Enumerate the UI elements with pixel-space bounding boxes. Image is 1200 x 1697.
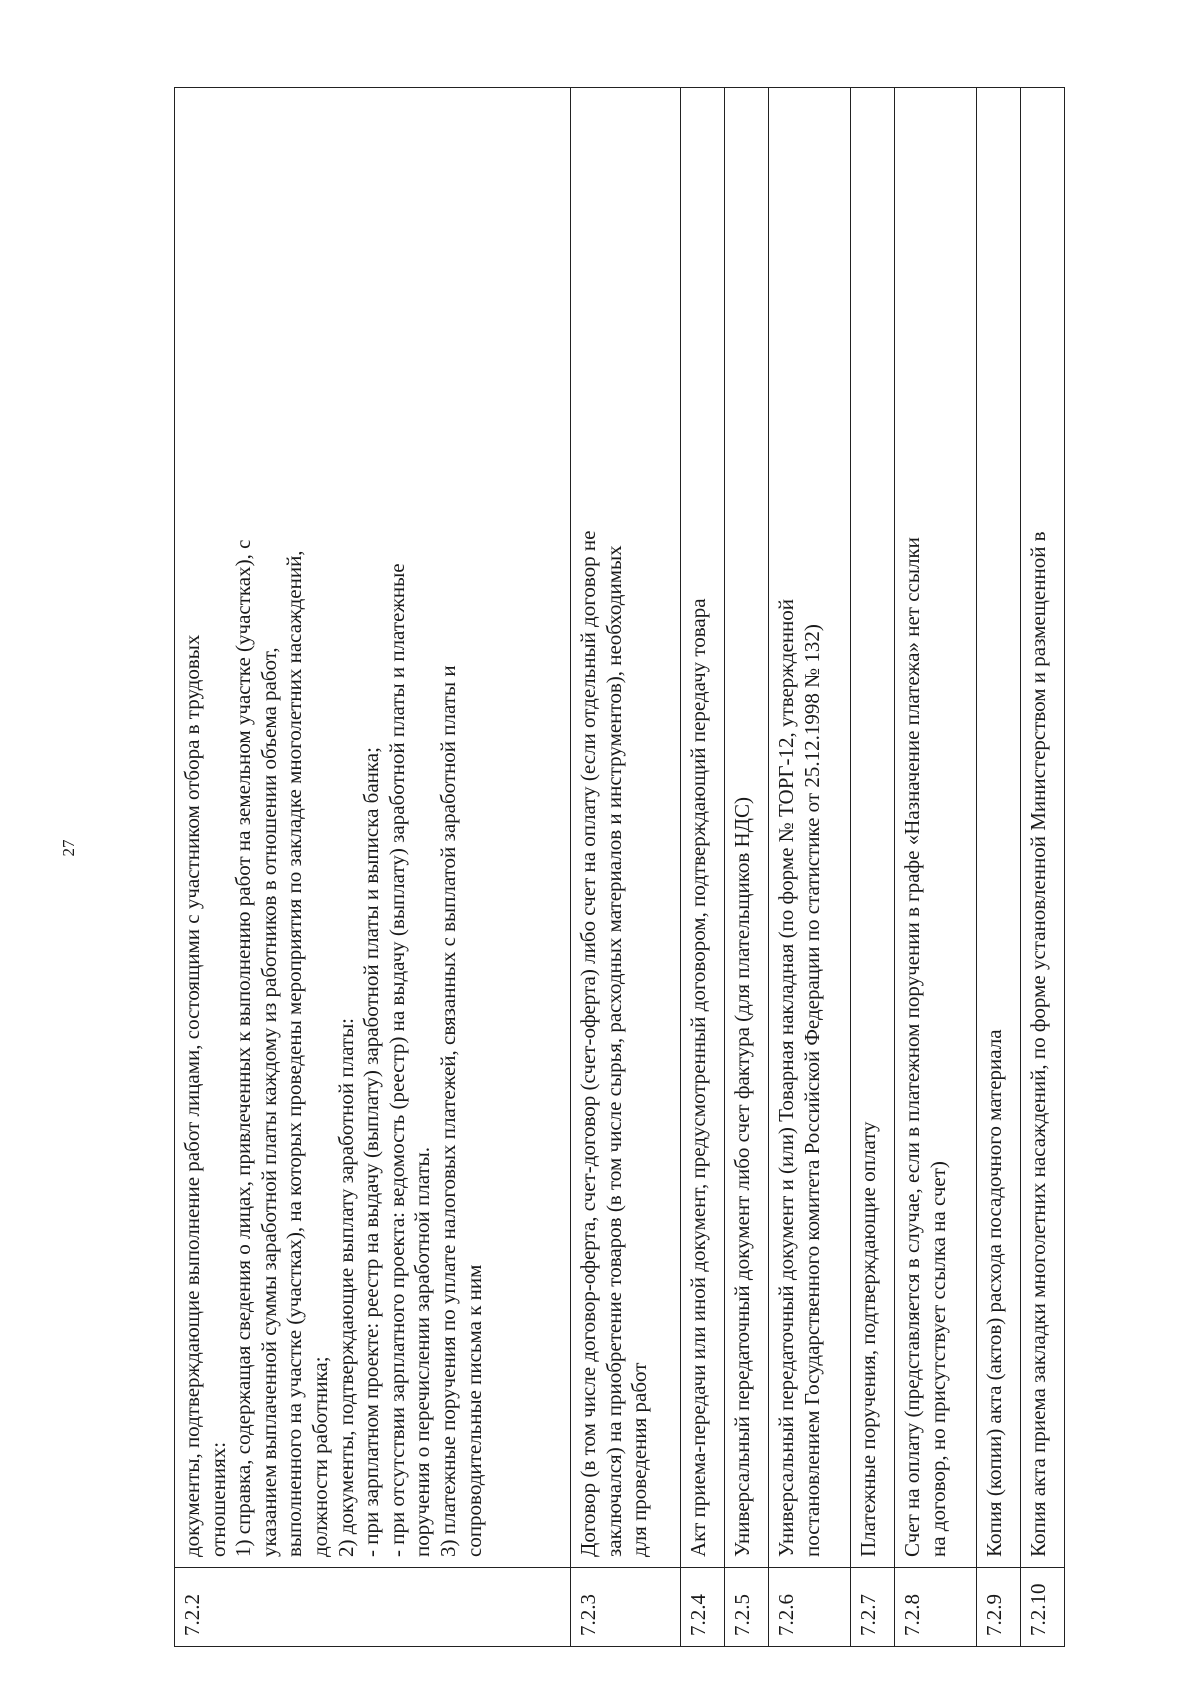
item-number: 7.2.3 <box>571 1568 681 1647</box>
description-line: 1) справка, содержащая сведения о лицах, привлеченных к выполнению работ на земельном участке (участках), с <box>231 539 256 1557</box>
description-line: Универсальный передаточный документ и (или) Товарная накладная (по форме № ТОРГ-12, утвержденной <box>774 598 798 1557</box>
description-line: - при отсутствии зарплатного проекта: ведомость (реестр) на выдачу (выплату) заработной платы и платежные <box>384 563 409 1557</box>
item-number: 7.2.4 <box>681 1568 725 1647</box>
description-line: Счет на оплату (представляется в случае, если в платежном поручении в графе «Назначение платежа» нет ссылки <box>900 537 924 1557</box>
description-line: Платежные поручения, подтверждающие оплату <box>856 1121 880 1557</box>
description-line: постановлением Государственного комитета Российской Федерации по статистике от 25.12.1998 № 132) <box>799 624 824 1557</box>
description-line: для проведения работ <box>627 1362 652 1557</box>
item-description <box>571 88 681 1568</box>
item-description <box>1021 88 1065 1568</box>
table-row <box>977 88 1021 1647</box>
description-line: должности работника; <box>308 1356 333 1557</box>
item-description <box>681 88 725 1568</box>
description-line: указанием выплаченной суммы заработной платы каждому из работников в отношении объема работ, <box>256 647 281 1557</box>
item-description <box>851 88 895 1568</box>
description-line: Копия акта приема закладки многолетних насаждений, по форме установленной Министерством и размещенной в <box>1026 531 1050 1557</box>
item-number: 7.2.2 <box>175 1568 571 1647</box>
table-row <box>681 88 725 1647</box>
description-line: заключался) на приобретение товаров (в том числе сырья, расходных материалов и инструментов), необходимых <box>601 545 626 1557</box>
item-description <box>977 88 1021 1568</box>
item-description <box>725 88 769 1568</box>
table-row <box>769 88 851 1647</box>
table-row <box>851 88 895 1647</box>
table-row <box>895 88 977 1647</box>
description-line: поручения о перечислении заработной платы. <box>410 1146 435 1557</box>
page-number: 27 <box>59 839 78 857</box>
table-row <box>725 88 769 1647</box>
table-row <box>1021 88 1065 1647</box>
table-row <box>571 88 681 1647</box>
description-line: Универсальный передаточный документ либо счет фактура (для плательщиков НДС) <box>730 797 754 1557</box>
description-line: Договор (в том числе договор-оферта, счет-договор (счет-оферта) либо счет на оплату (если отдельный договор не <box>576 530 600 1557</box>
item-description <box>769 88 851 1568</box>
item-description <box>895 88 977 1568</box>
item-number: 7.2.9 <box>977 1568 1021 1647</box>
description-line: - при зарплатном проекте: реестр на выдачу (выплату) заработной платы и выписка банка; <box>359 747 384 1557</box>
description-line: сопроводительные письма к ним <box>461 1264 486 1557</box>
description-line: 3) платежные поручения по уплате налоговых платежей, связанных с выплатой заработной платы и <box>436 665 461 1557</box>
description-line: 2) документы, подтверждающие выплату заработной платы: <box>333 1017 358 1557</box>
description-line: Копия (копии) акта (актов) расхода посадочного материала <box>982 1029 1006 1557</box>
description-line: Акт приема-передачи или иной документ, предусмотренный договором, подтверждающий передачу товара <box>686 598 710 1557</box>
description-line: отношениях: <box>205 1441 230 1557</box>
rotated-table-wrapper <box>174 87 1064 1647</box>
item-number: 7.2.7 <box>851 1568 895 1647</box>
description-line: на договор, но присутствует ссылка на счет) <box>925 1161 950 1557</box>
description-line: выполненного на участке (участках), на которых проведены мероприятия по закладке многолетних насаждений, <box>282 550 307 1557</box>
description-line: документы, подтверждающие выполнение работ лицами, состоящими с участником отбора в трудовых <box>180 634 204 1557</box>
item-number: 7.2.5 <box>725 1568 769 1647</box>
item-number: 7.2.10 <box>1021 1568 1065 1647</box>
item-number: 7.2.8 <box>895 1568 977 1647</box>
item-number: 7.2.6 <box>769 1568 851 1647</box>
table-row <box>175 88 571 1647</box>
item-description <box>175 88 571 1568</box>
documents-table <box>174 87 1065 1647</box>
